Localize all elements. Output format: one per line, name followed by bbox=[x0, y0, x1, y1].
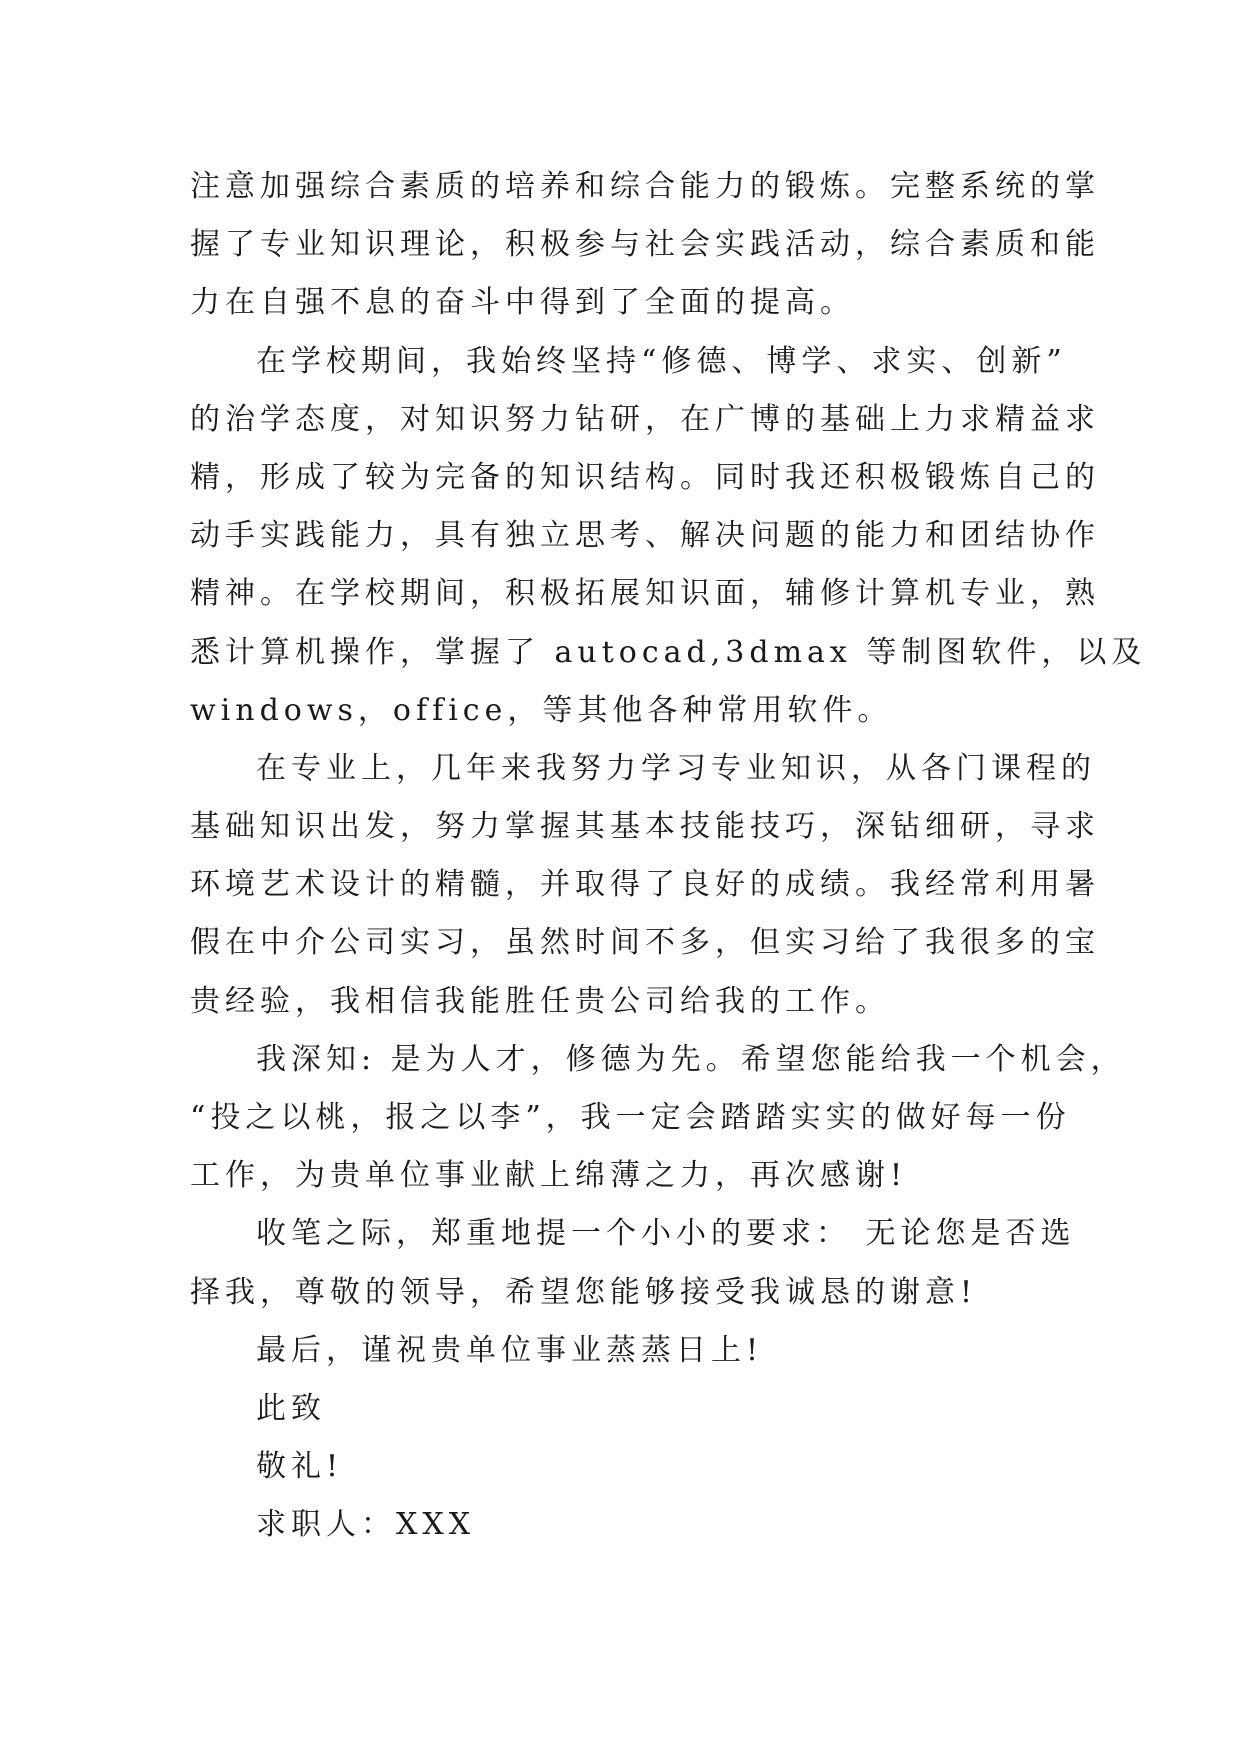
text-line: 工作，为贵单位事业献上绵薄之力，再次感谢! bbox=[190, 1158, 908, 1194]
paragraph-start-line: 收笔之际，郑重地提一个小小的要求： 无论您是否选 bbox=[256, 1216, 1076, 1252]
text-line: 的治学态度，对知识努力钻研，在广博的基础上力求精益求 bbox=[190, 401, 1100, 437]
text-line: 环境艺术设计的精髓，并取得了良好的成绩。我经常利用暑 bbox=[190, 867, 1100, 903]
text-line: “投之以桃，报之以李”，我一定会踏踏实实的做好每一份 bbox=[190, 1100, 1071, 1135]
text-line: 握了专业知识理论，积极参与社会实践活动，综合素质和能 bbox=[190, 227, 1100, 263]
text-line: 假在中介公司实习，虽然时间不多，但实习给了我很多的宝 bbox=[190, 925, 1100, 961]
paragraph-start-line: 在专业上，几年来我努力学习专业知识，从各门课程的 bbox=[256, 750, 1096, 786]
text-line: 贵经验，我相信我能胜任贵公司给我的工作。 bbox=[190, 983, 890, 1019]
closing-regards: 敬礼! bbox=[256, 1449, 344, 1485]
text-line: 精，形成了较为完备的知识结构。同时我还积极锻炼自己的 bbox=[190, 459, 1100, 495]
text-line: 精神。在学校期间，积极拓展知识面，辅修计算机专业，熟 bbox=[190, 576, 1100, 612]
letter-body bbox=[190, 158, 1147, 1555]
text-line: 悉计算机操作，掌握了 autocad,3dmax 等制图软件，以及 bbox=[190, 634, 1147, 670]
text-line: 基础知识出发，努力掌握其基本技能技巧，深钻细研，寻求 bbox=[190, 809, 1100, 845]
text-line: 择我，尊敬的领导，希望您能够接受我诚恳的谢意! bbox=[190, 1274, 978, 1310]
closing-wish: 最后，谨祝贵单位事业蒸蒸日上! bbox=[256, 1332, 764, 1368]
text-line: 注意加强综合素质的培养和综合能力的锻炼。完整系统的掌 bbox=[190, 169, 1100, 204]
signature-line: 求职人：XXX bbox=[256, 1507, 476, 1543]
text-line: 动手实践能力，具有独立思考、解决问题的能力和团结协作 bbox=[190, 518, 1100, 554]
text-line: 力在自强不息的奋斗中得到了全面的提高。 bbox=[190, 285, 855, 321]
text-line: windows，office，等其他各种常用软件。 bbox=[190, 692, 893, 728]
paragraph-start-line: 我深知: 是为人才，修德为先。希望您能给我一个机会， bbox=[256, 1041, 1126, 1077]
paragraph-start-line: 在学校期间，我始终坚持“修德、博学、求实、创新” bbox=[256, 343, 1067, 379]
closing-salutation: 此致 bbox=[256, 1390, 326, 1426]
